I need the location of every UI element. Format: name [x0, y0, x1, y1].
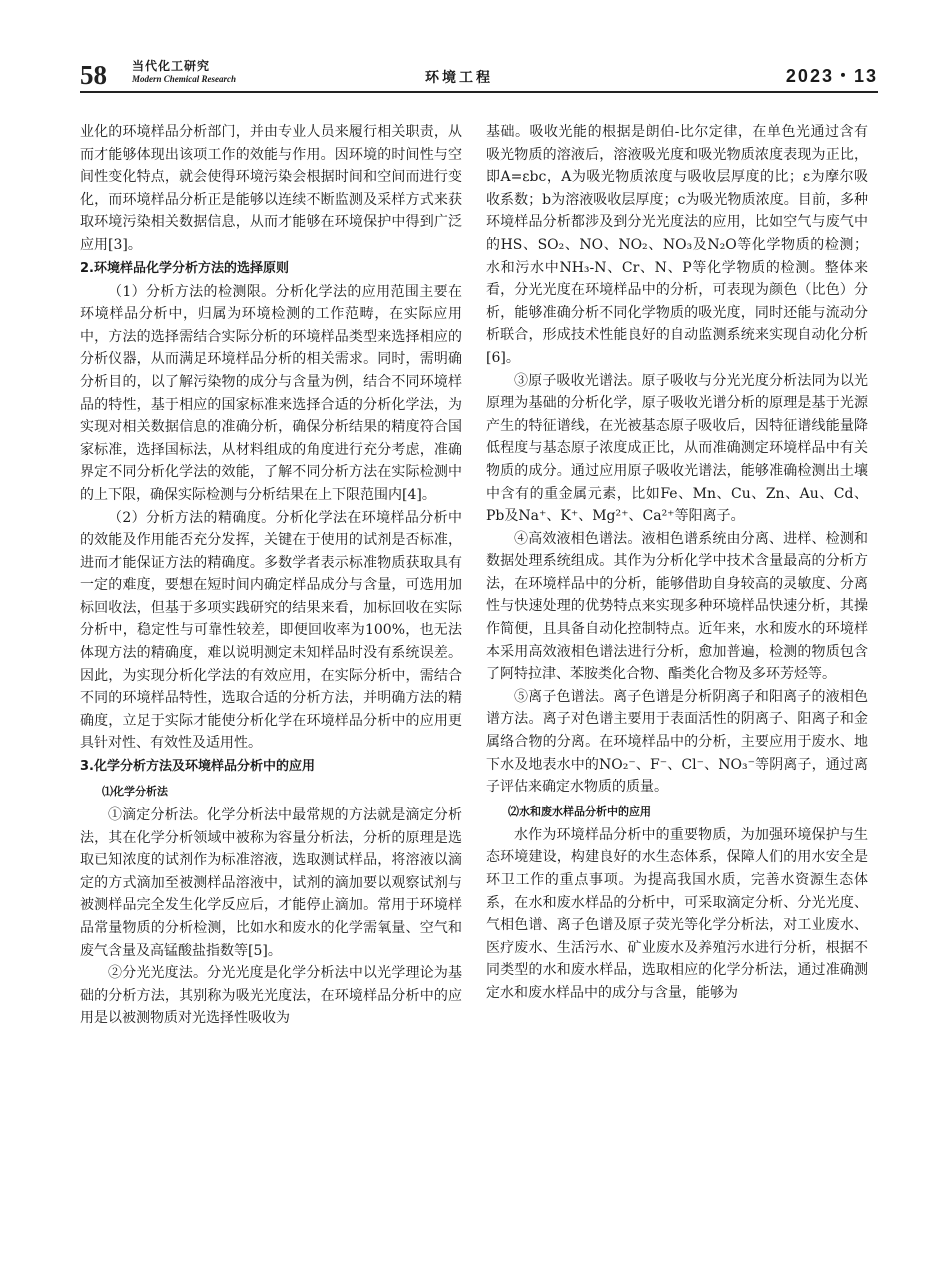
paragraph: ④高效液相色谱法。液相色谱系统由分离、进样、检测和数据处理系统组成。其作为分析化学中技术含量最高的分析方法，在环境样品中的分析，能够借助自身较高的灵敏度、分离性与快速处理的优势特点来实现多种环境样品快速分析，其操作简便，且具备自动化控制特点。近年来，水和废水的环境样本采用高效液相色谱法进行分析，愈加普遍，检测的物质包含了阿特拉津、苯胺类化合物、酯类化合物及多环芳烃等。: [486, 530, 868, 683]
section-title: 环境工程: [425, 70, 493, 86]
page-number: 58: [80, 60, 107, 90]
journal-title-en: Modern Chemical Research: [132, 74, 237, 84]
journal-title-cn: 当代化工研究: [132, 59, 211, 73]
paragraph: 水作为环境样品分析中的重要物质，为加强环境保护与生态环境建设，构建良好的水生态体系，保障人们的用水安全是环卫工作的重点事项。为提高我国水质，完善水资源生态体系，在水和废水样品的分析中，可采取滴定分析、分光光度、气相色谱、离子色谱及原子荧光等化学分析法，对工业废水、医疗废水、生活污水、矿业废水及养殖污水进行分析，根据不同类型的水和废水样品，选取相应的化学分析法，通过准确测定水和废水样品中的成分与含量，能够为: [486, 826, 868, 1001]
paragraph: （2）分析方法的精确度。分析化学法在环境样品分析中的效能及作用能否充分发挥，关键在于使用的试剂是否标准，进而才能保证方法的精确度。多数学者表示标准物质获取具有一定的难度，要想在短时间内确定样品成分与含量，可选用加标回收法，但基于多项实践研究的结果来看，加标回收在实际分析中，稳定性与可靠性较差，即便回收率为100%，也无法体现方法的精确度，难以说明测定未知样品时没有系统误差。因此，为实现分析化学法的有效应用，在实际分析中，需结合不同的环境样品特性，选取合适的分析方法，并明确方法的精确度，立足于实际才能使分析化学在环境样品分析中的应用更具针对性、有效性及适用性。: [80, 509, 462, 752]
paragraph: ①滴定分析法。化学分析法中最常规的方法就是滴定分析法，其在化学分析领域中被称为容量分析法，分析的原理是选取已知浓度的试剂作为标准溶液，选取测试样品，将溶液以滴定的方式滴加至被测样品溶液中，试剂的滴加要以观察试剂与被测样品完全发生化学反应后，才能停止滴加。常用于环境样品常量物质的分析检测，比如水和废水的化学需氧量、空气和废气含量及高锰酸盐指数等[5]。: [80, 807, 462, 959]
right-column: [486, 121, 868, 1005]
paragraph: （1）分析方法的检测限。分析化学法的应用范围主要在环境样品分析中，归属为环境检测的工作范畴，在实际应用中，方法的选择需结合实际分析的环境样品类型来选择相应的分析仪器，从而满足环境样品分析的相关需求。同时，需明确分析目的，以了解污染物的成分与含量为例，结合不同环境样品的特性，基于相应的国家标准来选择合适的分析化学法，为实现对相关数据信息的准确分析，确保分析结果的精度符合国家标准，选择国标法，从材料组成的角度进行充分考虑，准确界定不同分析化学法的效能，了解不同分析方法在实际检测中的上下限，确保实际检测与分析结果在上下限范围内[4]。: [80, 283, 462, 503]
paragraph: ③原子吸收光谱法。原子吸收与分光光度分析法同为以光原理为基础的分析化学，原子吸收光谱分析的原理是基于光源产生的特征谱线，在光被基态原子吸收后，因特征谱线能量降低程度与基态原子浓度成正比，从而准确测定环境样品中有关物质的成分。通过应用原子吸收光谱法，能够准确检测出土壤中含有的重金属元素，比如Fe、Mn、Cu、Zn、Au、Cd、Pb及Na⁺、K⁺、Mg²⁺、Ca²⁺等阳离子。: [486, 372, 868, 525]
section-heading: 3.化学分析方法及环境样品分析中的应用: [80, 759, 315, 775]
paragraph: ⑤离子色谱法。离子色谱是分析阴离子和阳离子的液相色谱方法。离子对色谱主要用于表面活性的阴离子、阳离子和金属络合物的分离。在环境样品中的分析，主要应用于废水、地下水及地表水中的NO₂⁻、F⁻、Cl⁻、NO₃⁻等阴离子，通过离子评估来确定水物质的质量。: [486, 688, 868, 796]
left-column: [80, 121, 462, 1030]
subsection-heading: ⑵水和废水样品分析中的应用: [508, 804, 651, 818]
journal-title: [132, 60, 236, 84]
paragraph: ②分光光度法。分光光度是化学分析法中以光学理论为基础的分析方法，其别称为吸光光度法，在环境样品分析中的应用是以被测物质对光选择性吸收为: [80, 965, 462, 1027]
subsection-heading: ⑴化学分析法: [102, 785, 168, 799]
paragraph: 基础。吸收光能的根据是朗伯-比尔定律，在单色光通过含有吸光物质的溶液后，溶液吸光度和吸光物质浓度表现为正比，即A=εbc，A为吸光物质浓度与吸收层厚度的比；ε为摩尔吸收系数；b为溶液吸收层厚度；c为吸光物质浓度。目前，多种环境样品分析都涉及到分光光度法的应用，比如空气与废气中的HS、SO₂、NO、NO₂、NO₃及N₂O等化学物质的检测；水和污水中NH₃-N、Cr、N、P等化学物质的检测。整体来看，分光光度在环境样品中的分析，可表现为颜色（比色）分析，能够准确分析不同化学物质的吸光度，同时还能与流动分析联合，形成技术性能良好的自动监测系统来实现自动化分析[6]。: [486, 124, 868, 366]
paragraph: 业化的环境样品分析部门，并由专业人员来履行相关职责，从而才能够体现出该项工作的效能与作用。因环境的时间性与空间性变化特点，就会使得环境污染会根据时间和空间而进行变化，而环境样品分析正是能够以连续不断监测及采样方式来获取环境污染相关数据信息，从而才能够在环境保护中得到广泛应用[3]。: [80, 124, 462, 253]
issue-number: 2023・13: [785, 66, 878, 86]
section-heading: 2.环境样品化学分析方法的选择原则: [80, 260, 289, 276]
page-header: [80, 58, 878, 90]
header-divider: [80, 91, 878, 93]
